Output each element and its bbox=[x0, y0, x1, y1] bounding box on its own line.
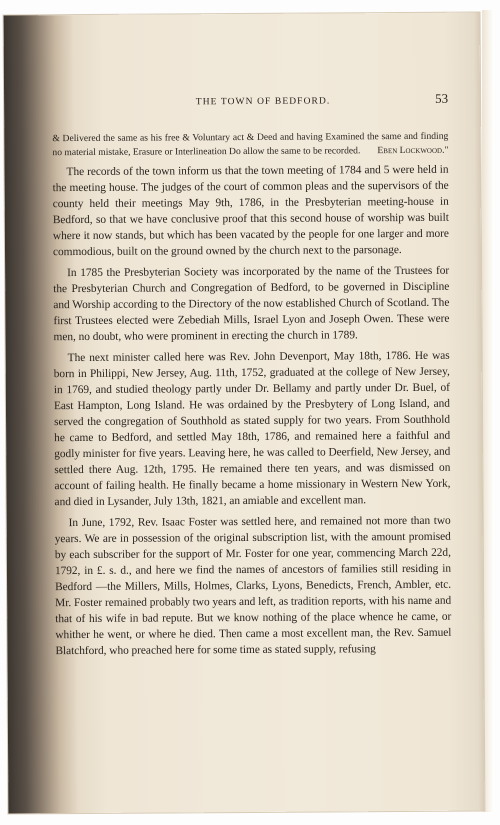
running-title: THE TOWN OF BEDFORD. bbox=[195, 96, 331, 108]
deed-signature: Eben Lockwood." bbox=[377, 144, 449, 156]
deed-quote-text: & Delivered the same as his free & Voluntary act & Deed and having Examined the same and finding no material mistake, Erasure or Interlineation Do allow the same to be recorded. bbox=[52, 130, 449, 158]
paragraph-foster: In June, 1792, Rev. Isaac Foster was settled here, and remained not more than two years. We are in possession of the original subscription list, with the amount promised by each subscriber for the support of Mr. Foster for one year, commencing March 22d, 1792, in £. s. d., and here we find the names of ancestors of families still residing in Bedford —the Millers, Mills, Holmes, Clarks, Lyons, Benedicts, French, Ambler, etc. Mr. Foster remained probably two years and left, as tradition reports, with his name and that of his wife in bad repute. But we know nothing of the place whence he came, or whither he went, or where he died. Then came a most excellent man, the Rev. Samuel Blatchford, who preached here for some time as stated supply, refusing bbox=[54, 514, 452, 658]
deed-quote bbox=[52, 130, 448, 159]
running-head bbox=[52, 86, 448, 112]
paragraph-devenport: The next minister called here was Rev. John Devenport, May 18th, 1786. He was born in Philippi, New Jersey, Aug. 11th, 1752, graduated at the college of New Jersey, in 1769, and studied theology partly under Dr. Bellamy and partly under Dr. Buel, of East Hampton, Long Island. He was ordained by the Presbytery of Long Island, and served the congregation of Southhold as stated supply for two years. From Southhold he came to Bedford, and settled May 18th, 1786, and remained here a faithful and godly minister for five years. Leaving here, he was called to Deerfield, New Jersey, and settled there Aug. 12th, 1795. He remained there ten years, and was dismissed on account of failing health. He finally became a home missionary in Western New York, and died in Lysander, July 13th, 1821, an amiable and excellent man. bbox=[53, 349, 451, 509]
page-edge bbox=[482, 10, 494, 812]
page-text bbox=[52, 86, 451, 659]
paragraph-incorporation: In 1785 the Presbyterian Society was incorporated by the name of the Trustees for the Presbyterian Church and Congregation of Bedford, to be governed in Discipline and Worship according to the Directory of the now established Church of Scotland. The first Trustees elected were Zebediah Mills, Israel Lyon and Joseph Owen. These were men, no doubt, who were prominent in erecting the church in 1789. bbox=[53, 264, 450, 344]
book-page bbox=[4, 13, 485, 814]
paragraph-town-meetings: The records of the town inform us that the town meeting of 1784 and 5 were held in the meeting house. The judges of the court of common pleas and the supervisors of the county held their meetings May 9th, 1786, in the Presbyterian meeting-house in Bedford, so that we have conclusive proof that this second house of worship was built where it now stands, but which has been vacated by the people for one larger and more commodious, built on the ground owned by the church next to the parsonage. bbox=[52, 163, 449, 259]
page-number: 53 bbox=[435, 90, 449, 106]
